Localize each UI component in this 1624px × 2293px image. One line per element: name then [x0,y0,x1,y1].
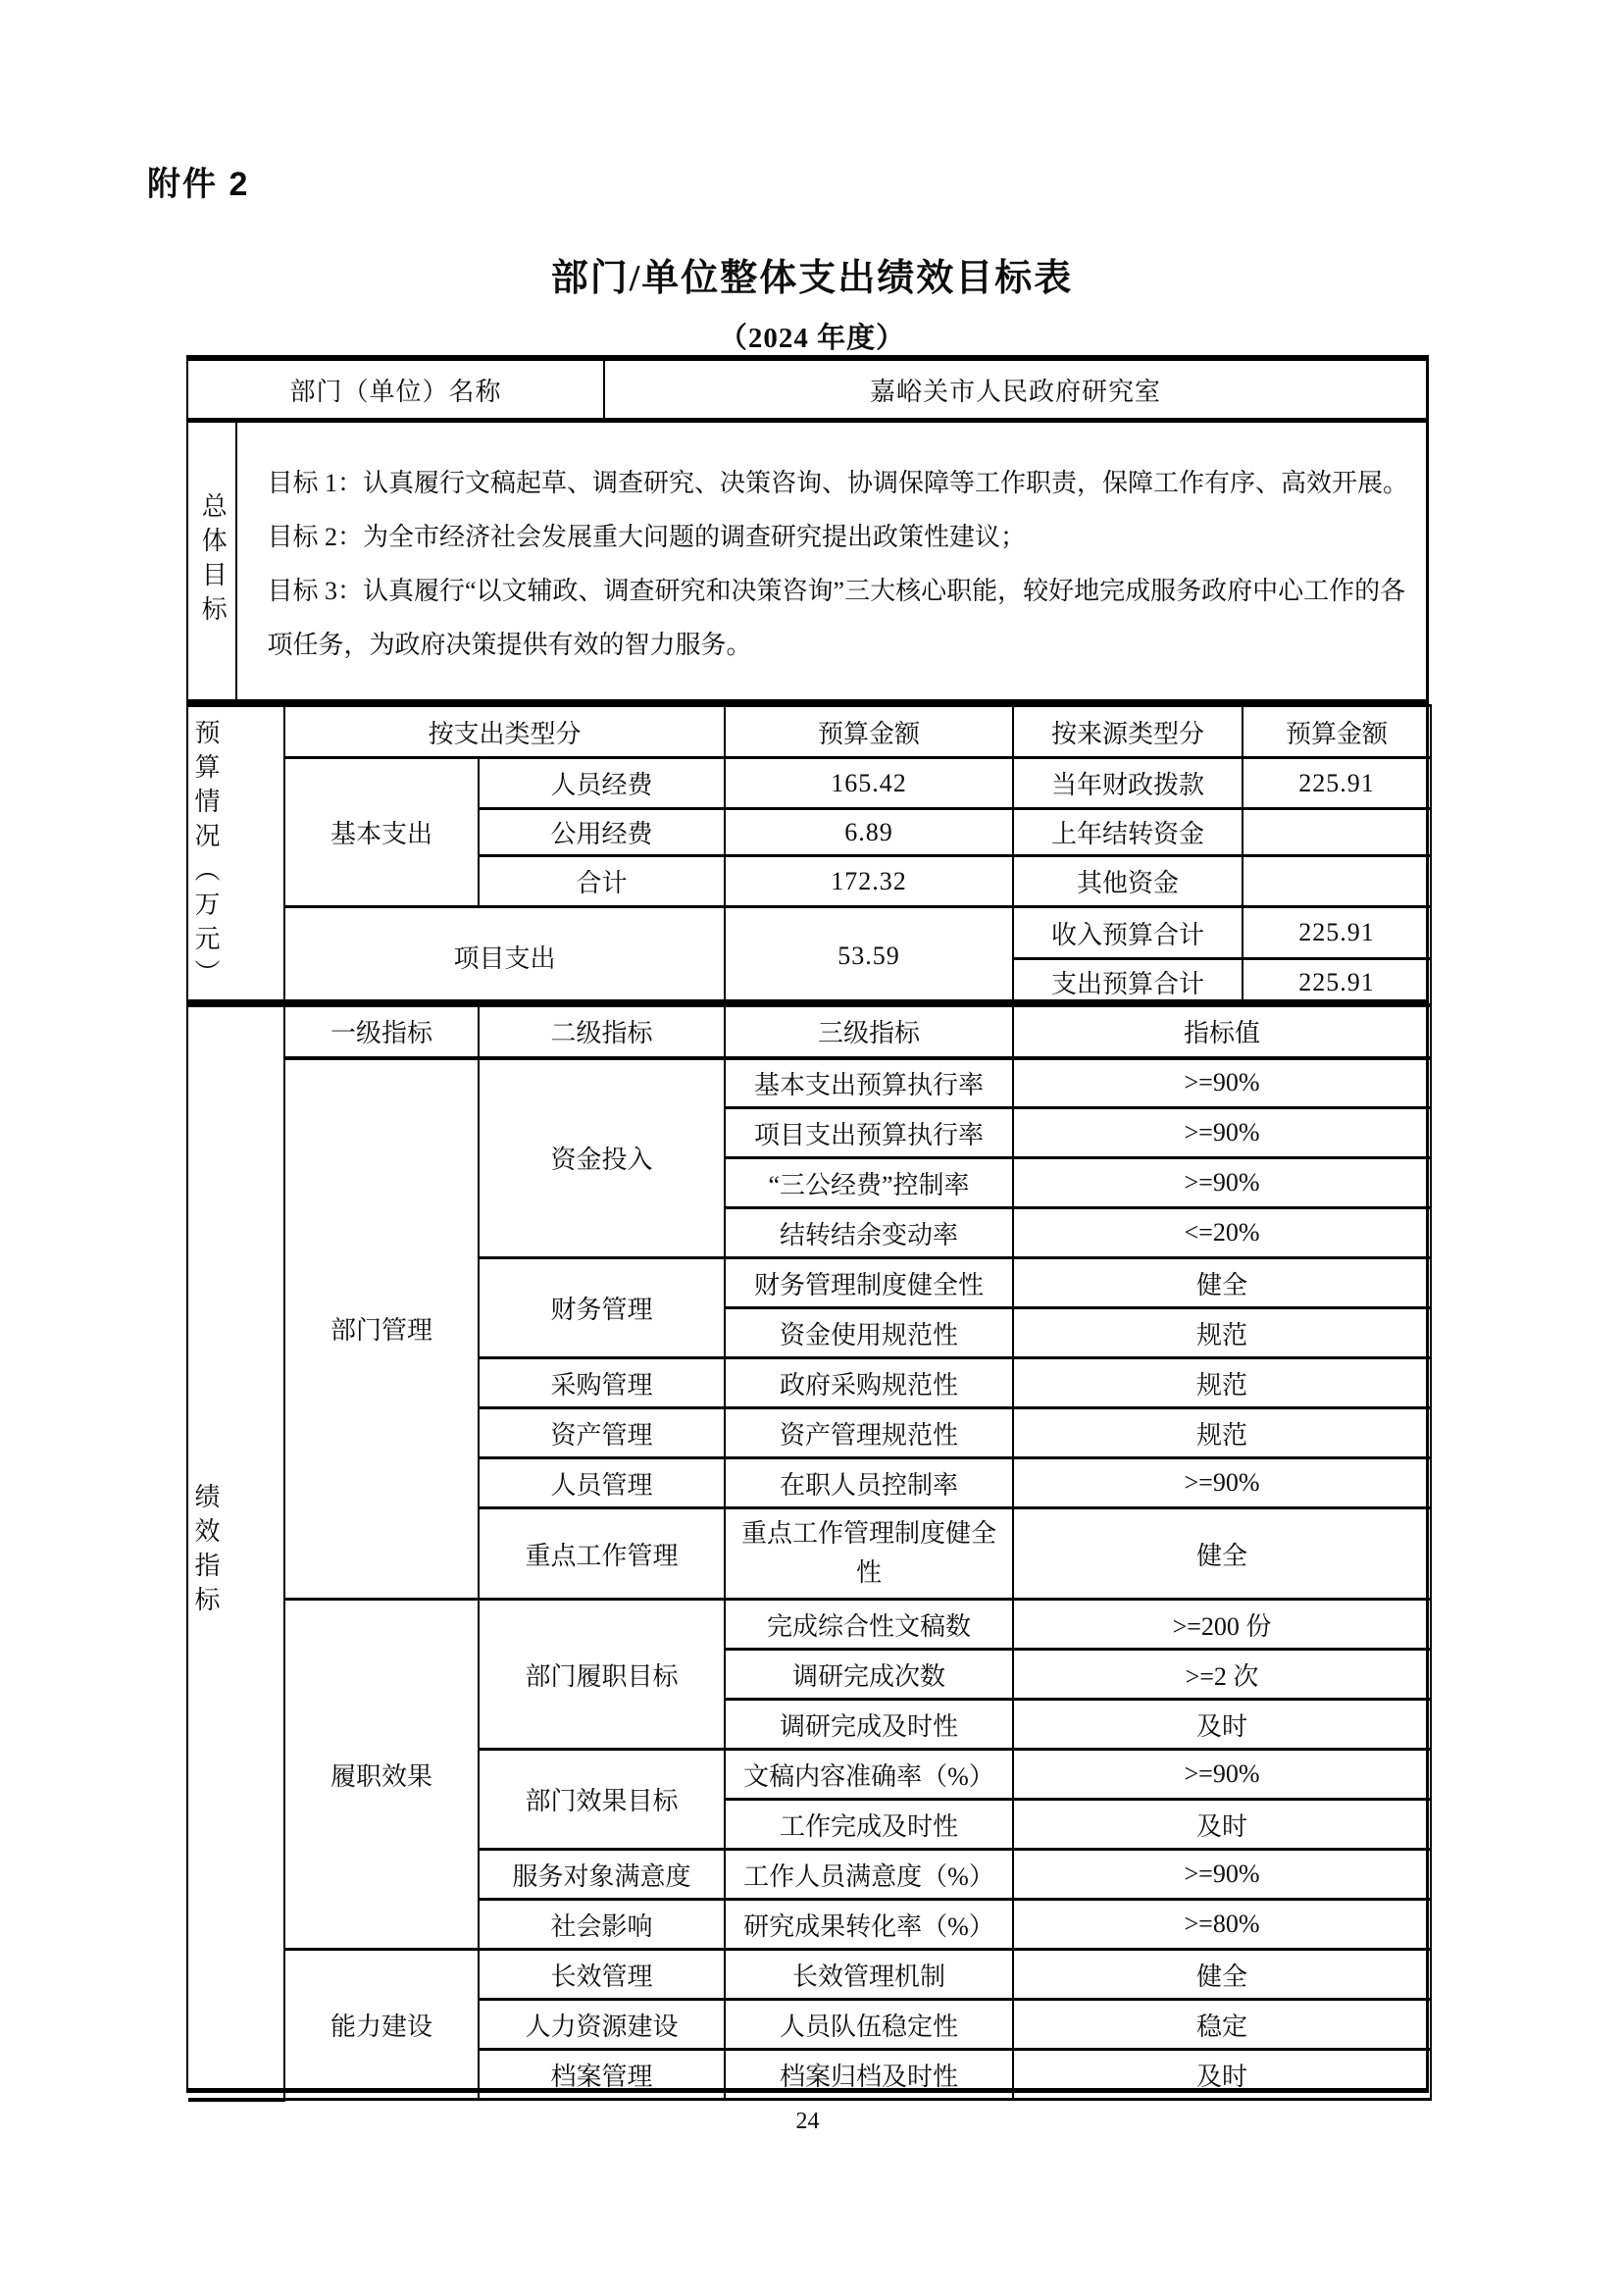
page-number: 24 [795,2109,820,2134]
value-cell: 规范 [1013,1358,1431,1408]
budget-section [188,699,1426,999]
level1-cell: 部门管理 [284,1058,479,1600]
level2-cell: 人员管理 [479,1458,725,1508]
value-cell: >=90% [1013,1750,1431,1800]
basic-expense-cell: 基本支出 [284,758,479,907]
level2-cell: 部门履职目标 [479,1600,725,1750]
level3-cell: 在职人员控制率 [725,1458,1013,1508]
level3-cell: 长效管理机制 [725,1950,1013,2000]
value-cell: 及时 [1013,1800,1431,1850]
income-total-amount: 225.91 [1243,907,1431,959]
expense-total-label: 支出预算合计 [1013,959,1243,1006]
level3-cell: 档案归档及时性 [725,2050,1013,2100]
budget-source-amount [1243,809,1431,856]
indicator-row [188,1950,1431,2000]
indicator-row [188,1600,1431,1650]
level2-cell: 资产管理 [479,1408,725,1458]
level3-cell: 工作人员满意度（%） [725,1850,1013,1900]
level3-cell: 文稿内容准确率（%） [725,1750,1013,1800]
value-cell: 健全 [1013,1258,1431,1308]
level3-cell [725,1508,1013,1600]
value-cell: >=90% [1013,1458,1431,1508]
level3-cell: 完成综合性文稿数 [725,1600,1013,1650]
level2-cell: 人力资源建设 [479,2000,725,2050]
page-subtitle: （2024 年度） [718,323,906,354]
value-cell: >=90% [1013,1108,1431,1158]
budget-header-source-amount: 预算金额 [1243,706,1431,758]
overall-goals-stub [188,423,237,699]
budget-source: 其他资金 [1013,856,1243,907]
value-cell: >=90% [1013,1850,1431,1900]
level3-cell: 工作完成及时性 [725,1800,1013,1850]
attachment-label: 附件 2 [147,166,250,203]
project-expense-cell: 项目支出 [284,907,725,1006]
budget-header-expense-type: 按支出类型分 [284,706,725,758]
department-name-value: 嘉峪关市人民政府研究室 [869,377,1161,406]
budget-source: 当年财政拨款 [1013,758,1243,809]
budget-item: 人员经费 [479,758,725,809]
budget-table [188,704,1432,1007]
project-expense-amount: 53.59 [725,907,1013,1006]
value-cell: 健全 [1013,1508,1431,1600]
value-cell: 健全 [1013,1950,1431,2000]
level2-cell: 社会影响 [479,1900,725,1950]
value-cell: >=90% [1013,1058,1431,1108]
budget-item: 合计 [479,856,725,907]
header-level3: 三级指标 [725,1005,1013,1058]
level2-cell: 财务管理 [479,1258,725,1358]
value-cell: 规范 [1013,1408,1431,1458]
performance-target-table [186,355,1429,2093]
level1-cell: 履职效果 [284,1600,479,1950]
overall-goals-section [188,418,1426,699]
goal-line-4: 项任务，为政府决策提供有效的智力服务。 [267,631,752,659]
level2-cell: 部门效果目标 [479,1750,725,1850]
indicators-section [188,999,1426,2099]
value-cell: 规范 [1013,1308,1431,1358]
budget-amount: 165.42 [725,758,1013,809]
value-cell: <=20% [1013,1208,1431,1258]
expense-total-amount: 225.91 [1243,959,1431,1006]
budget-source: 上年结转资金 [1013,809,1243,856]
level3-cell: 研究成果转化率（%） [725,1900,1013,1950]
goal-line-2: 目标 2：为全市经济社会发展重大问题的调查研究提出政策性建议； [267,523,1026,551]
level2-cell: 长效管理 [479,1950,725,2000]
budget-row-project-income [188,907,1431,959]
level2-cell: 资金投入 [479,1058,725,1258]
value-cell: 及时 [1013,2050,1431,2100]
value-cell: >=2 次 [1013,1650,1431,1700]
level3-cell: 项目支出预算执行率 [725,1108,1013,1158]
level3-cell: 政府采购规范性 [725,1358,1013,1408]
page-title: 部门/单位整体支出绩效目标表 [550,258,1074,299]
indicators-header-row [188,1005,1431,1058]
value-cell: >=90% [1013,1158,1431,1208]
department-name-label: 部门（单位）名称 [188,361,605,418]
indicators-table [188,1003,1432,2102]
level3-cell: 调研完成次数 [725,1650,1013,1700]
budget-header-source-type: 按来源类型分 [1013,706,1243,758]
value-cell: >=200 份 [1013,1600,1431,1650]
level2-cell: 服务对象满意度 [479,1850,725,1900]
department-name-row [188,361,1426,418]
level3-cell: 基本支出预算执行率 [725,1058,1013,1108]
value-cell: >=80% [1013,1900,1431,1950]
budget-header-row [188,706,1431,758]
budget-amount: 6.89 [725,809,1013,856]
level2-cell: 重点工作管理 [479,1508,725,1600]
level3-wrapped-text: 重点工作管理制度健全性 [740,1519,996,1587]
overall-goals-stub-label: 总体目标 [198,492,228,630]
indicators-stub [188,1005,284,2100]
goal-line-3: 目标 3：认真履行“以文辅政、调查研究和决策咨询”三大核心职能，较好地完成服务政府中心工作的各 [267,577,1406,605]
value-cell: 稳定 [1013,2000,1431,2050]
income-total-label: 收入预算合计 [1013,907,1243,959]
overall-goals-body [237,423,1426,699]
level3-cell: 资产管理规范性 [725,1408,1013,1458]
header-level2: 二级指标 [479,1005,725,1058]
level1-cell: 能力建设 [284,1950,479,2100]
indicators-stub-label: 绩效指标 [191,1483,220,1621]
budget-item: 公用经费 [479,809,725,856]
level2-cell: 采购管理 [479,1358,725,1408]
indicator-row [188,1058,1431,1108]
goal-line-1: 目标 1：认真履行文稿起草、调查研究、决策咨询、协调保障等工作职责，保障工作有序、高效开展。 [267,469,1408,497]
budget-source-amount: 225.91 [1243,758,1431,809]
value-cell: 及时 [1013,1700,1431,1750]
budget-row-personnel [188,758,1431,809]
level3-cell: 财务管理制度健全性 [725,1258,1013,1308]
budget-amount: 172.32 [725,856,1013,907]
level3-cell: 结转结余变动率 [725,1208,1013,1258]
header-level1: 一级指标 [284,1005,479,1058]
level3-cell: 调研完成及时性 [725,1700,1013,1750]
budget-header-amount: 预算金额 [725,706,1013,758]
level3-cell: 人员队伍稳定性 [725,2000,1013,2050]
budget-source-amount [1243,856,1431,907]
header-value: 指标值 [1013,1005,1431,1058]
level2-cell: 档案管理 [479,2050,725,2100]
budget-stub [188,706,284,1006]
level3-cell: 资金使用规范性 [725,1308,1013,1358]
budget-stub-label: 预算情况（万元） [191,718,220,994]
level3-cell: “三公经费”控制率 [725,1158,1013,1208]
